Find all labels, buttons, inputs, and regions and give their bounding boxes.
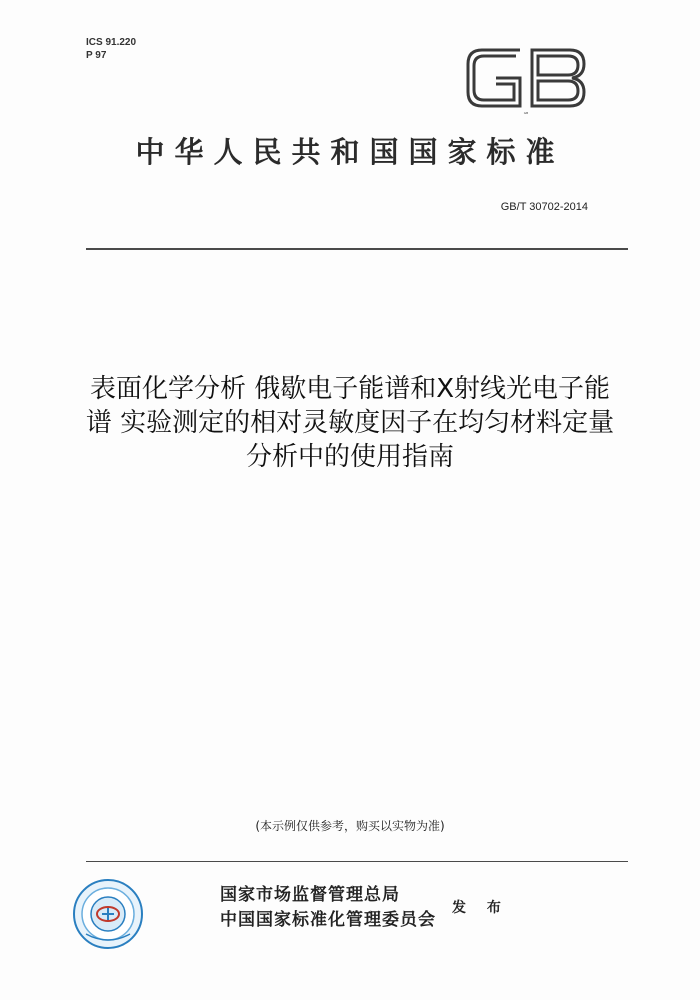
classification-codes xyxy=(86,36,136,62)
document-title xyxy=(30,372,670,474)
ccs-code: P 97 xyxy=(86,50,107,61)
top-divider xyxy=(86,248,628,250)
publish-label: 发 布 xyxy=(452,900,509,916)
certification-seal-icon xyxy=(72,878,144,950)
standard-number: GB/T 30702-2014 xyxy=(500,201,588,213)
sample-notice: (本示例仅供参考，购买以实物为准) xyxy=(255,819,445,833)
title-line: 表面化学分析 俄歇电子能谱和X射线光电子能 xyxy=(89,374,611,404)
issuer-name: 中国国家标准化管理委员会 xyxy=(220,910,436,930)
national-standard-title: 中华人民共和国国家标准 xyxy=(135,135,565,169)
bottom-divider xyxy=(86,861,628,862)
title-line: 分析中的使用指南 xyxy=(245,442,454,472)
issuing-authorities xyxy=(220,883,436,933)
logo-text: GB xyxy=(523,111,529,115)
ics-code: ICS 91.220 xyxy=(86,37,137,48)
gb-logo-icon xyxy=(462,40,590,116)
issuer-name: 国家市场监督管理总局 xyxy=(220,885,400,905)
title-line: 谱 实验测定的相对灵敏度因子在均匀材料定量 xyxy=(85,408,615,438)
